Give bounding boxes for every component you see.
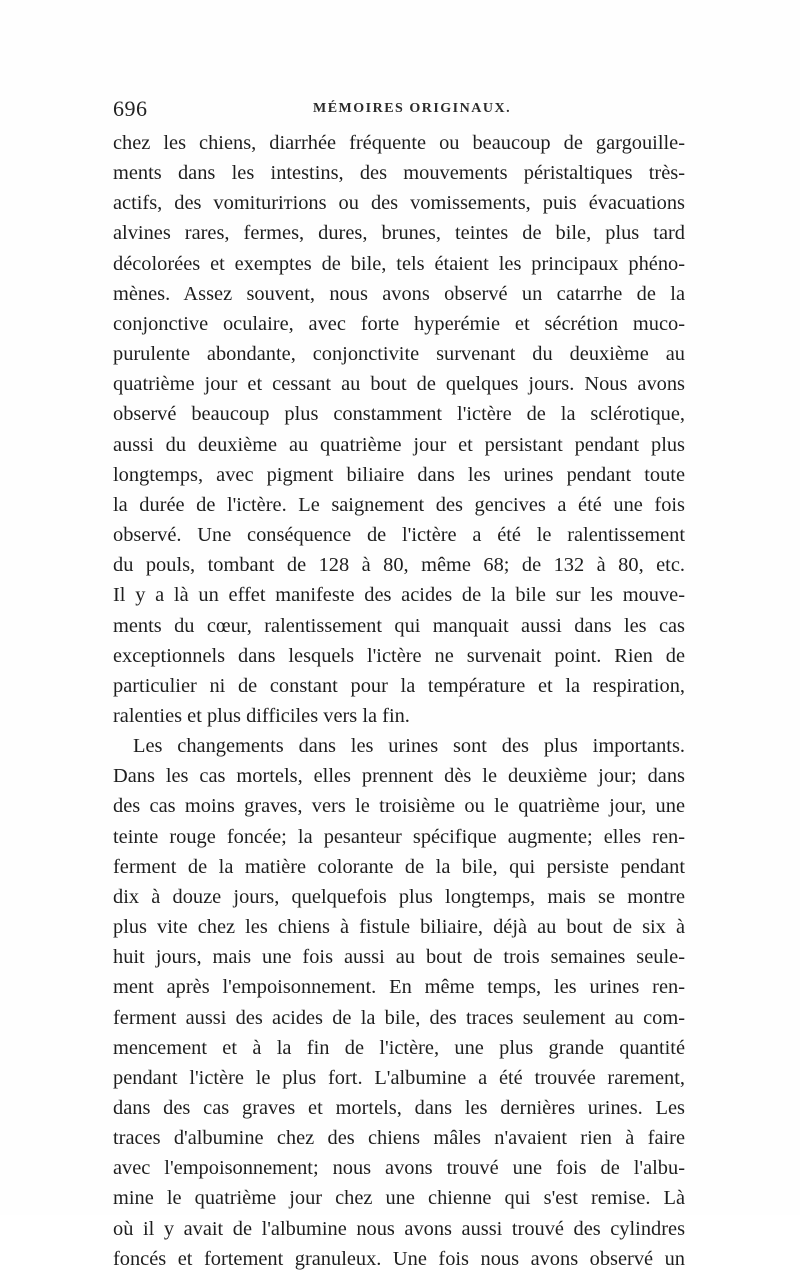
text-line: ments du cœur, ralentissement qui manquait aussi dans les cas <box>113 614 685 637</box>
text-line: ferment aussi des acides de la bile, des traces seulement au com- <box>113 1006 685 1029</box>
text-line: observé beaucoup plus constamment l'ictère de la sclérotique, <box>113 403 685 426</box>
text-line: chez les chiens, diarrhée fréquente ou beaucoup de gargouille- <box>113 132 685 154</box>
text-line: Dans les cas mortels, elles prennent dès le deuxième jour; dans <box>113 765 685 788</box>
text-line: exceptionnels dans lesquels l'ictère ne survenait point. Rien de <box>113 644 685 667</box>
text-line: actifs, des vomiturітions ou des vomissements, puis évacuations <box>113 192 685 215</box>
text-line: alvines rares, fermes, dures, brunes, teintes de bile, plus tard <box>113 222 685 245</box>
text-line: Les changements dans les urines sont des plus importants. <box>133 735 685 758</box>
paragraph-2 <box>113 731 685 1274</box>
body-text <box>113 128 685 1274</box>
text-line: ralenties et plus difficiles vers la fin. <box>113 704 410 727</box>
text-line: où il y avait de l'albumine nous avons aussi trouvé des cylindres <box>113 1217 685 1240</box>
text-line: ment après l'empoisonnement. En même temps, les urines ren- <box>113 976 685 999</box>
text-line: mencement et à la fin de l'ictère, une plus grande quantité <box>113 1036 685 1059</box>
text-line: huit jours, mais une fois aussi au bout de trois semaines seule- <box>113 946 685 969</box>
text-line: du pouls, tombant de 128 à 80, même 68; de 132 à 80, etc. <box>113 554 685 577</box>
text-line: purulente abondante, conjonctivite survenant du deuxième au <box>113 343 685 366</box>
text-line: particulier ni de constant pour la température et la respiration, <box>113 674 685 697</box>
paragraph-1 <box>113 128 685 731</box>
text-line: observé. Une conséquence de l'ictère a été le ralentissement <box>113 524 685 547</box>
text-line: longtemps, avec pigment biliaire dans les urines pendant toute <box>113 463 685 486</box>
page-header <box>113 96 685 126</box>
text-line: Il y a là un effet manifeste des acides de la bile sur les mouve- <box>113 584 685 607</box>
text-line: quatrième jour et cessant au bout de quelques jours. Nous avons <box>113 373 685 396</box>
page-number: 696 <box>113 96 148 121</box>
text-line: ferment de la matière colorante de la bile, qui persiste pendant <box>113 855 685 878</box>
text-line: conjonctive oculaire, avec forte hyperémie et sécrétion muco- <box>113 312 685 335</box>
text-line: mine le quatrième jour chez une chienne qui s'est remise. Là <box>113 1187 685 1210</box>
text-line: traces d'albumine chez des chiens mâles n'avaient rien à faire <box>113 1127 685 1150</box>
text-line: foncés et fortement granuleux. Une fois nous avons observé un <box>113 1247 685 1270</box>
text-line: la durée de l'ictère. Le saignement des gencives a été une fois <box>113 493 685 516</box>
text-line: des cas moins graves, vers le troisième ou le quatrième jour, une <box>113 795 685 818</box>
text-line: aussi du deuxième au quatrième jour et persistant pendant plus <box>113 433 685 456</box>
text-line: teinte rouge foncée; la pesanteur spécifique augmente; elles ren- <box>113 825 685 848</box>
text-line: mènes. Assez souvent, nous avons observé un catarrhe de la <box>113 282 685 305</box>
text-line: dans des cas graves et mortels, dans les dernières urines. Les <box>113 1097 685 1119</box>
text-line: avec l'empoisonnement; nous avons trouvé une fois de l'albu- <box>113 1157 685 1180</box>
text-line: pendant l'ictère le plus fort. L'albumine a été trouvée rarement, <box>113 1066 685 1089</box>
text-line: dix à douze jours, quelquefois plus longtemps, mais se montre <box>113 885 685 908</box>
text-line: ments dans les intestins, des mouvements péristaltiques très- <box>113 162 685 185</box>
text-line: décolorées et exemptes de bile, tels étaient les principaux phéno- <box>113 252 685 275</box>
running-title: MÉMOIRES ORIGINAUX. <box>313 101 512 116</box>
text-line: plus vite chez les chiens à fistule biliaire, déjà au bout de six à <box>113 916 685 939</box>
